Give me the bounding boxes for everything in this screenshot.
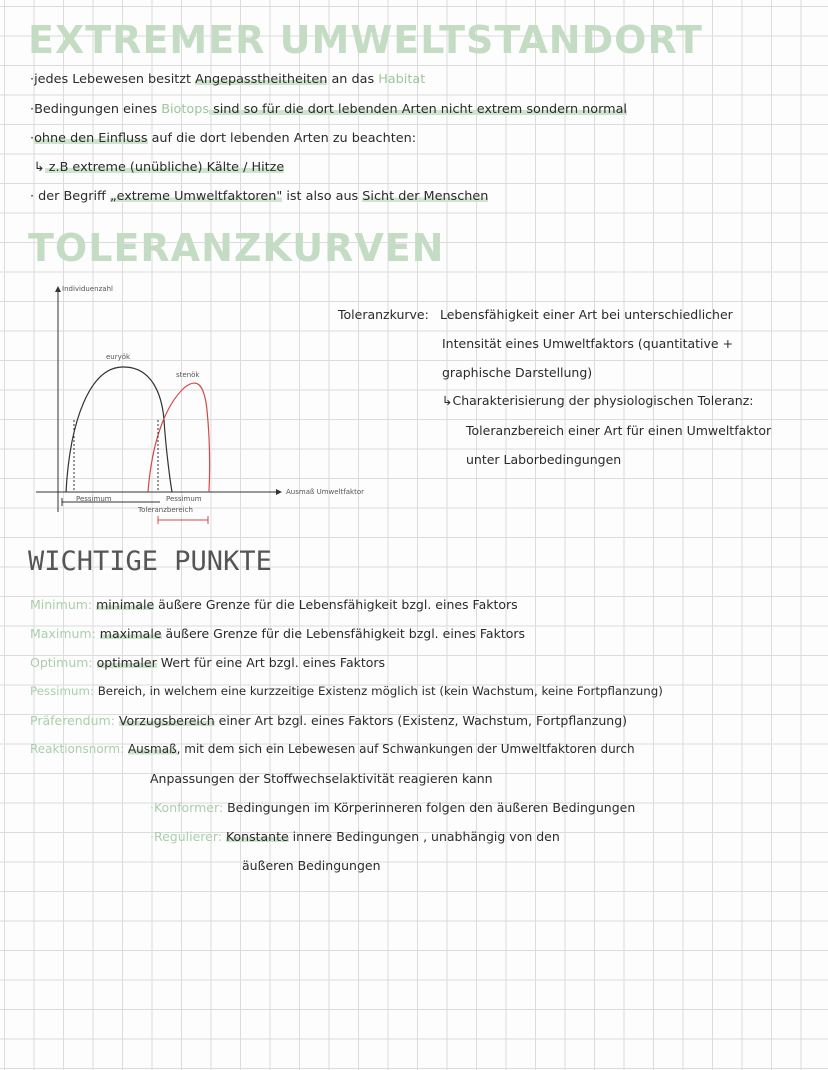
y-axis-arrow [55, 286, 61, 292]
item-optimum: Optimum: optimaler Wert für eine Art bzgl. eines Faktors [30, 655, 386, 670]
definition-line-3: graphische Darstellung) [442, 365, 593, 380]
chart-ylabel: Individuenzahl [62, 285, 113, 293]
definition-sub-line-3: unter Laborbedingungen [466, 452, 622, 467]
title-toleranzkurven: TOLERANZKURVEN [28, 226, 445, 270]
line-3: ·ohne den Einfluss auf die dort lebenden Arten zu beachten: [30, 131, 417, 146]
item-pessimum: Pessimum: Bereich, in welchem eine kurzzeitige Existenz möglich ist (kein Wachstum, keine Fortpflanzung) [30, 684, 663, 698]
item-minimum: Minimum: minimale äußere Grenze für die Lebensfähigkeit bzgl. eines Faktors [30, 597, 518, 612]
x-axis-arrow [276, 489, 282, 495]
series-euryoek-curve [66, 367, 172, 492]
line-2: ·Bedingungen eines Biotops sind so für die dort lebenden Arten nicht extrem sondern normal [30, 102, 627, 117]
line-4: ↳ z.B extreme (unübliche) Kälte / Hitze [34, 160, 285, 175]
annotation-toleranzbereich: Toleranzbereich [138, 506, 193, 514]
item-praeferendum: Präferendum: Vorzugsbereich einer Art bzgl. eines Faktors (Existenz, Wachstum, Fortpflanzung) [30, 713, 628, 728]
title-extremer-umweltstandort: EXTREMER UMWELTSTANDORT [28, 18, 703, 62]
line-1: ·jedes Lebewesen besitzt Angepasstheitheiten an das Habitat [30, 72, 426, 87]
item-maximum: Maximum: maximale äußere Grenze für die Lebensfähigkeit bzgl. eines Faktors [30, 626, 526, 641]
chart-xlabel: Ausmaß Umweltfaktor [286, 488, 364, 496]
item-konformer: ·Konformer: Bedingungen im Körperinneren folgen den äußeren Bedingungen [150, 800, 636, 815]
definition-sub-line-2: Toleranzbereich einer Art für einen Umweltfaktor [466, 423, 772, 438]
regulierer-cont: äußeren Bedingungen [242, 858, 381, 873]
legend-stenoek: stenök [176, 371, 200, 379]
reaktionsnorm-cont: Anpassungen der Stoffwechselaktivität reagieren kann [150, 771, 493, 786]
definition-sub-line-1: ↳Charakterisierung der physiologischen Toleranz: [442, 393, 754, 408]
series-stenoek-curve [148, 383, 210, 492]
item-regulierer: ·Regulierer: Konstante innere Bedingungen , unabhängig von den [150, 829, 560, 844]
arrow-icon: ↳ [34, 160, 45, 175]
annotation-pessimum-1: Pessimum [76, 495, 112, 503]
arrow-icon: ↳ [442, 393, 453, 408]
line-5: · der Begriff „extreme Umweltfaktoren" ist also aus Sicht der Menschen [30, 189, 489, 204]
legend-euryoek: euryök [106, 353, 131, 361]
annotation-pessimum-2: Pessimum [166, 495, 202, 503]
definition-term: Toleranzkurve: [338, 307, 429, 322]
title-wichtige-punkte: WICHTIGE PUNKTE [28, 546, 272, 577]
definition-line-2: Intensität eines Umweltfaktors (quantitative + [442, 336, 734, 351]
definition-line-1: Lebensfähigkeit einer Art bei unterschiedlicher [440, 307, 733, 322]
item-reaktionsnorm: Reaktionsnorm: Ausmaß, mit dem sich ein Lebewesen auf Schwankungen der Umweltfaktoren durch [30, 742, 635, 756]
